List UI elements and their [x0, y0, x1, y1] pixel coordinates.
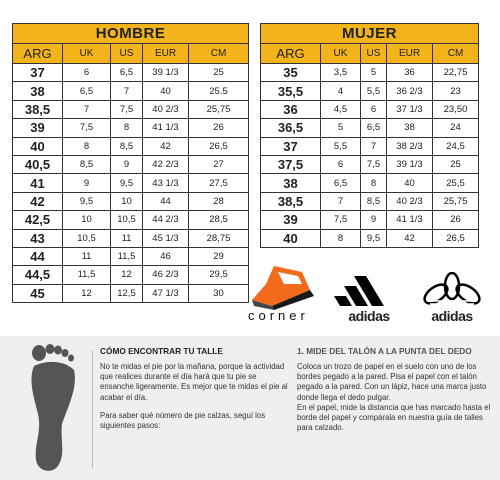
hombre-cell-uk: 6,5 [63, 82, 111, 100]
table-row [13, 155, 249, 173]
mujer-cell-arg: 35,5 [261, 82, 321, 100]
mujer-col-header-eur: EUR [387, 44, 433, 64]
hombre-cell-eur: 42 2/3 [143, 155, 189, 173]
hombre-cell-arg: 44,5 [13, 266, 63, 284]
hombre-cell-uk: 7,5 [63, 119, 111, 137]
hombre-cell-cm: 30 [189, 284, 249, 302]
table-row [261, 119, 479, 137]
mujer-cell-us: 5,5 [361, 82, 387, 100]
hombre-cell-uk: 9,5 [63, 192, 111, 210]
guide-step-1 [297, 346, 495, 433]
hombre-col-header-us: US [111, 44, 143, 64]
mujer-cell-eur: 38 [387, 119, 433, 137]
hombre-cell-eur: 39 1/3 [143, 64, 189, 82]
mujer-cell-cm: 23,50 [433, 100, 479, 118]
adidas-performance-logo [334, 274, 404, 324]
hombre-cell-eur: 45 1/3 [143, 229, 189, 247]
mujer-cell-us: 6 [361, 100, 387, 118]
mujer-title: MUJER [261, 24, 479, 44]
mujer-cell-eur: 42 [387, 229, 433, 247]
hombre-cell-uk: 12 [63, 284, 111, 302]
hombre-cell-arg: 39 [13, 119, 63, 137]
adidas-trefoil-icon [412, 272, 492, 308]
hombre-col-header-eur: EUR [143, 44, 189, 64]
table-row [261, 64, 479, 82]
hombre-cell-eur: 44 [143, 192, 189, 210]
mujer-cell-arg: 35 [261, 64, 321, 82]
mujer-cell-arg: 38 [261, 174, 321, 192]
guide-left-heading: CÓMO ENCONTRAR TU TALLE [100, 346, 223, 356]
mujer-cell-arg: 37,5 [261, 155, 321, 173]
hombre-cell-arg: 40 [13, 137, 63, 155]
mujer-cell-eur: 41 1/3 [387, 211, 433, 229]
hombre-cell-cm: 29,5 [189, 266, 249, 284]
guide-right-paragraph-1: Coloca un trozo de papel en el suelo con uno de los bordes pegado a la pared. Pisa el papel con el talón pegado a la pared. Con un lápiz, hace una marca justo donde llega el dedo pulgar. [297, 362, 487, 402]
table-row [13, 192, 249, 210]
table-row [13, 100, 249, 118]
mujer-cell-eur: 38 2/3 [387, 137, 433, 155]
hombre-cell-us: 6,5 [111, 64, 143, 82]
hombre-cell-cm: 28 [189, 192, 249, 210]
mujer-cell-eur: 37 1/3 [387, 100, 433, 118]
corner-wordmark: corner [248, 308, 309, 323]
table-row [261, 211, 479, 229]
mujer-cell-uk: 5,5 [321, 137, 361, 155]
mujer-cell-eur: 36 2/3 [387, 82, 433, 100]
hombre-cell-cm: 29 [189, 247, 249, 265]
hombre-col-header-arg: ARG [13, 44, 63, 64]
table-row [13, 247, 249, 265]
table-row [261, 192, 479, 210]
mujer-cell-eur: 39 1/3 [387, 155, 433, 173]
mujer-cell-uk: 8 [321, 229, 361, 247]
mujer-cell-us: 8,5 [361, 192, 387, 210]
hombre-col-header-cm: CM [189, 44, 249, 64]
hombre-cell-uk: 10 [63, 211, 111, 229]
mujer-cell-us: 7,5 [361, 155, 387, 173]
table-row [261, 137, 479, 155]
table-row [13, 119, 249, 137]
mujer-cell-arg: 36,5 [261, 119, 321, 137]
hombre-cell-cm: 27 [189, 155, 249, 173]
mujer-cell-arg: 39 [261, 211, 321, 229]
hombre-cell-uk: 6 [63, 64, 111, 82]
hombre-cell-arg: 43 [13, 229, 63, 247]
mujer-cell-cm: 25,75 [433, 192, 479, 210]
hombre-cell-uk: 9 [63, 174, 111, 192]
hombre-cell-us: 9 [111, 155, 143, 173]
hombre-cell-eur: 40 2/3 [143, 100, 189, 118]
table-row [13, 266, 249, 284]
hombre-cell-us: 8,5 [111, 137, 143, 155]
guide-right-paragraph-2: En el papel, mide la distancia que has marcado hasta el borde del papel y compárala en nuestra guía de talles para calzado. [297, 402, 491, 433]
table-row [13, 211, 249, 229]
footprint-icon [28, 344, 78, 472]
hombre-cell-cm: 28,5 [189, 211, 249, 229]
mujer-cell-us: 9,5 [361, 229, 387, 247]
mujer-cell-us: 9 [361, 211, 387, 229]
hombre-cell-eur: 43 1/3 [143, 174, 189, 192]
hombre-table-body [13, 64, 249, 303]
mujer-cell-uk: 6 [321, 155, 361, 173]
hombre-cell-cm: 27,5 [189, 174, 249, 192]
table-row [261, 229, 479, 247]
hombre-cell-arg: 42,5 [13, 211, 63, 229]
hombre-cell-us: 9,5 [111, 174, 143, 192]
mujer-table-body [261, 64, 479, 248]
table-row [13, 229, 249, 247]
mujer-cell-cm: 25 [433, 155, 479, 173]
mujer-cell-uk: 4 [321, 82, 361, 100]
mujer-cell-arg: 36 [261, 100, 321, 118]
mujer-cell-uk: 7 [321, 192, 361, 210]
mujer-cell-cm: 22,75 [433, 64, 479, 82]
mujer-cell-uk: 6,5 [321, 174, 361, 192]
hombre-cell-us: 8 [111, 119, 143, 137]
hombre-cell-eur: 42 [143, 137, 189, 155]
hombre-cell-arg: 37 [13, 64, 63, 82]
table-row [13, 174, 249, 192]
guide-left-paragraph-1: No te midas el pie por la mañana, porque la actividad que realices durante el día hará que tu pie se ensanche ligeramente. Es mejor que te midas el pie al acabar el día. [100, 362, 288, 402]
hombre-cell-eur: 40 [143, 82, 189, 100]
mujer-cell-cm: 26 [433, 211, 479, 229]
table-row [13, 284, 249, 302]
adidas-wordmark-1: adidas [348, 308, 390, 324]
mujer-col-header-us: US [361, 44, 387, 64]
mujer-col-header-uk: UK [321, 44, 361, 64]
mujer-cell-cm: 24 [433, 119, 479, 137]
hombre-cell-us: 7,5 [111, 100, 143, 118]
mujer-cell-eur: 40 [387, 174, 433, 192]
mujer-col-header-cm: CM [433, 44, 479, 64]
hombre-cell-us: 10 [111, 192, 143, 210]
hombre-cell-cm: 26 [189, 119, 249, 137]
mujer-cell-us: 7 [361, 137, 387, 155]
mujer-cell-cm: 24,5 [433, 137, 479, 155]
hombre-cell-eur: 46 [143, 247, 189, 265]
mujer-col-header-arg: ARG [261, 44, 321, 64]
mujer-cell-arg: 38,5 [261, 192, 321, 210]
hombre-cell-cm: 25,75 [189, 100, 249, 118]
mujer-cell-uk: 4,5 [321, 100, 361, 118]
table-row [261, 155, 479, 173]
table-row [13, 64, 249, 82]
hombre-cell-arg: 38 [13, 82, 63, 100]
hombre-cell-uk: 7 [63, 100, 111, 118]
adidas-wordmark-2: adidas [431, 308, 473, 324]
mujer-header-row [261, 44, 479, 64]
table-row [13, 82, 249, 100]
mujer-cell-us: 5 [361, 64, 387, 82]
guide-left-paragraph-2: Para saber qué número de pie calzas, seguí los siguientes pasos: [100, 410, 266, 431]
hombre-header-row [13, 44, 249, 64]
mujer-cell-uk: 3,5 [321, 64, 361, 82]
table-row [13, 137, 249, 155]
hombre-cell-cm: 25 [189, 64, 249, 82]
guide-intro [100, 346, 288, 439]
hombre-col-header-uk: UK [63, 44, 111, 64]
hombre-cell-us: 12 [111, 266, 143, 284]
mujer-cell-arg: 37 [261, 137, 321, 155]
hombre-cell-arg: 42 [13, 192, 63, 210]
adidas-originals-logo [412, 272, 492, 324]
hombre-cell-arg: 44 [13, 247, 63, 265]
table-row [261, 100, 479, 118]
hombre-cell-us: 12,5 [111, 284, 143, 302]
divider [92, 350, 93, 468]
hombre-cell-uk: 11 [63, 247, 111, 265]
mujer-cell-arg: 40 [261, 229, 321, 247]
mujer-cell-cm: 25,5 [433, 174, 479, 192]
mujer-cell-cm: 23 [433, 82, 479, 100]
hombre-cell-uk: 8,5 [63, 155, 111, 173]
hombre-cell-us: 11 [111, 229, 143, 247]
adidas-stripes-icon [334, 274, 404, 308]
hombre-cell-eur: 46 2/3 [143, 266, 189, 284]
mujer-cell-uk: 5 [321, 119, 361, 137]
hombre-cell-cm: 28,75 [189, 229, 249, 247]
mujer-cell-eur: 36 [387, 64, 433, 82]
hombre-cell-us: 10,5 [111, 211, 143, 229]
brand-logos [244, 262, 500, 324]
mujer-cell-eur: 40 2/3 [387, 192, 433, 210]
hombre-cell-eur: 47 1/3 [143, 284, 189, 302]
hombre-cell-arg: 40,5 [13, 155, 63, 173]
hombre-cell-us: 7 [111, 82, 143, 100]
hombre-cell-arg: 41 [13, 174, 63, 192]
mujer-cell-us: 8 [361, 174, 387, 192]
mujer-size-table [260, 23, 479, 248]
corner-mark-icon [244, 262, 326, 310]
mujer-cell-us: 6,5 [361, 119, 387, 137]
table-row [261, 174, 479, 192]
mujer-cell-uk: 7,5 [321, 211, 361, 229]
hombre-cell-uk: 8 [63, 137, 111, 155]
hombre-cell-uk: 10,5 [63, 229, 111, 247]
hombre-cell-cm: 25.5 [189, 82, 249, 100]
hombre-cell-uk: 11,5 [63, 266, 111, 284]
guide-right-heading: 1. MIDE DEL TALÓN A LA PUNTA DEL DEDO [297, 346, 472, 356]
mujer-cell-cm: 26,5 [433, 229, 479, 247]
hombre-cell-us: 11,5 [111, 247, 143, 265]
hombre-title: HOMBRE [13, 24, 249, 44]
corner-logo [244, 262, 326, 324]
table-row [261, 82, 479, 100]
hombre-cell-eur: 41 1/3 [143, 119, 189, 137]
hombre-size-table [12, 23, 249, 303]
measurement-guide [0, 336, 500, 480]
hombre-cell-arg: 38,5 [13, 100, 63, 118]
hombre-cell-eur: 44 2/3 [143, 211, 189, 229]
hombre-cell-arg: 45 [13, 284, 63, 302]
hombre-cell-cm: 26,5 [189, 137, 249, 155]
